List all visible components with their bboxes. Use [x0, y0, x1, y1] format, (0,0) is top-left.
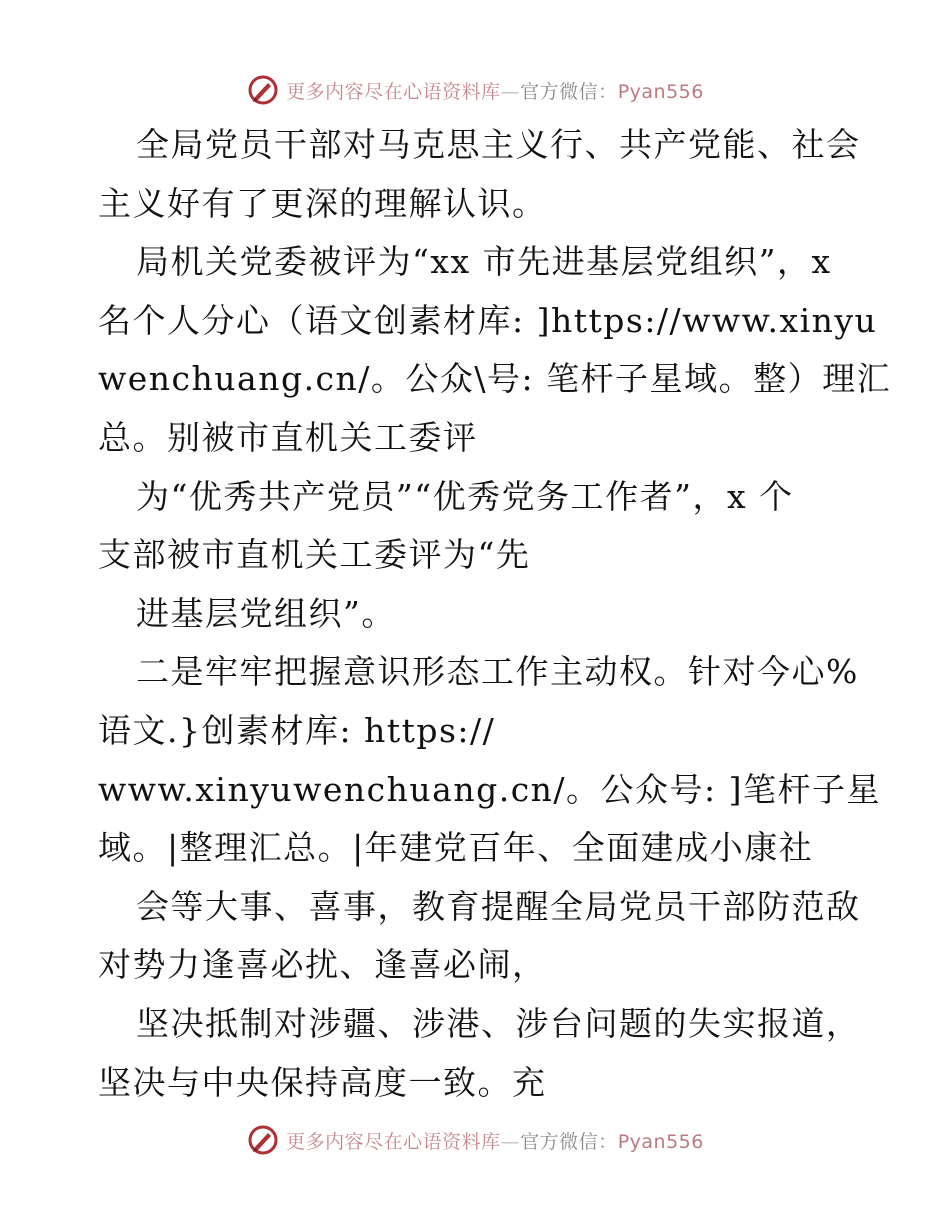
- banner-text: [286, 1127, 704, 1154]
- body-line: 全局党员干部对马克思主义行、共产党能、社会: [136, 125, 861, 164]
- banner-separator: —: [500, 80, 521, 103]
- body-line: 域。|整理汇总。|年建党百年、全面建成小康社: [98, 828, 814, 868]
- body-line: 对势力逢喜必扰、逢喜必闹，: [98, 945, 547, 985]
- body-line: 支部被市直机关工委评为“先: [98, 535, 531, 575]
- body-line: 名个人分心（语文创素材库: ]https://www.xinyu: [98, 300, 878, 340]
- banner-wechat-id: Pyan556: [617, 80, 704, 103]
- pen-logo-icon: [246, 73, 280, 107]
- body-line: 进基层党组织”。: [136, 593, 396, 633]
- banner-tagline: 更多内容尽在心语资料库: [286, 1130, 501, 1153]
- banner-official-label: 官方微信：: [520, 80, 618, 103]
- banner-official-label: 官方微信：: [520, 1130, 618, 1153]
- body-line: 主义好有了更深的理解认识。: [98, 183, 547, 223]
- banner-tagline: 更多内容尽在心语资料库: [286, 80, 501, 103]
- footer-banner: [0, 1120, 950, 1160]
- body-line: www.xinyuwenchuang.cn/。公众号: ]笔杆子星: [98, 769, 882, 809]
- body-line: 坚决抵制对涉疆、涉港、涉台问题的失实报道，: [136, 1003, 861, 1043]
- body-line: 为“优秀共产党员”“优秀党务工作者”，x 个: [136, 476, 794, 516]
- banner-separator: —: [500, 1130, 521, 1153]
- body-line: 二是牢牢把握意识形态工作主动权。针对今心%: [136, 652, 859, 692]
- banner-wechat-id: Pyan556: [617, 1130, 704, 1153]
- body-line: 会等大事、喜事，教育提醒全局党员干部防范敌: [136, 886, 861, 926]
- banner-text: [286, 77, 704, 104]
- body-line: 语文.}创素材库: https://: [98, 710, 496, 750]
- header-banner: [0, 70, 950, 110]
- body-line: 坚决与中央保持高度一致。充: [98, 1062, 547, 1102]
- body-line: wenchuang.cn/。公众\号: 笔杆子星域。整）理汇: [98, 359, 892, 399]
- body-line: 总。别被市直机关工委评: [98, 417, 478, 457]
- document-body: [98, 116, 892, 1112]
- pen-logo-icon: [246, 1123, 280, 1157]
- body-line: 局机关党委被评为“xx 市先进基层党组织”，x: [136, 242, 832, 282]
